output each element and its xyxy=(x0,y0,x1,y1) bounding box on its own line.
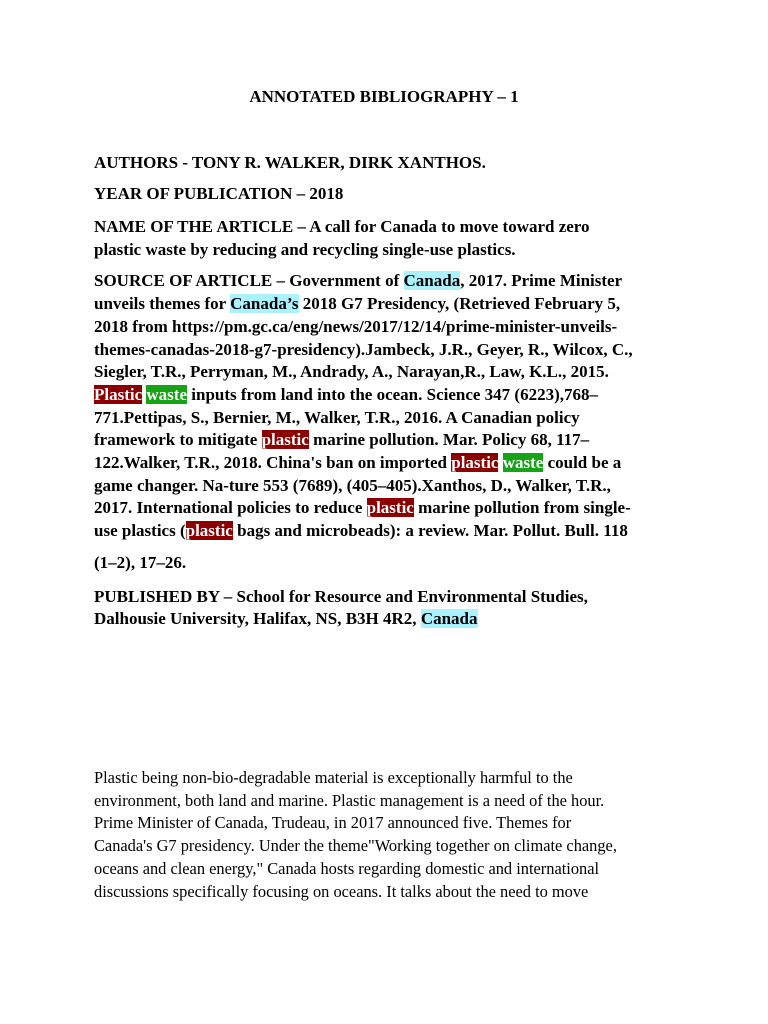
source-text: unveils themes for xyxy=(94,294,231,313)
paragraph-line: oceans and clean energy," Canada hosts regarding domestic and international xyxy=(94,858,600,878)
source-line: 2018 from https://pm.gc.ca/eng/news/2017/12/14/prime-minister-unveils- xyxy=(94,317,618,336)
highlight-plastic: plastic xyxy=(451,453,499,472)
source-line xyxy=(94,429,589,452)
source-text: , 2017. Prime Minister xyxy=(460,271,623,290)
paragraph-line: discussions specifically focusing on oceans. It talks about the need to move xyxy=(94,881,589,901)
source-line xyxy=(94,520,628,543)
source-text: marine pollution from single- xyxy=(413,498,631,517)
page-title: ANNOTATED BIBLIOGRAPHY – 1 xyxy=(249,87,519,106)
source-line xyxy=(94,384,598,407)
article-name-line-1: NAME OF THE ARTICLE – A call for Canada to move toward zero xyxy=(94,217,590,236)
highlight-canada: Canada xyxy=(403,271,461,290)
paragraph-line: Canada's G7 presidency. Under the theme"Working together on climate change, xyxy=(94,836,617,856)
source-text: use plastics ( xyxy=(94,521,186,540)
highlight-plastic: plastic xyxy=(185,521,233,540)
highlight-canada: Canada xyxy=(420,609,478,628)
highlight-plastic: plastic xyxy=(261,430,309,449)
source-text: could be a xyxy=(543,453,622,472)
highlight-plastic: Plastic xyxy=(94,385,143,404)
source-line xyxy=(94,270,622,293)
paragraph-line: Plastic being non-bio-degradable material is exceptionally harmful to the xyxy=(94,768,573,787)
source-text: 122.Walker, T.R., 2018. China's ban on imported xyxy=(94,453,452,472)
source-line: (1–2), 17–26. xyxy=(94,553,187,572)
source-text: marine pollution. Mar. Policy 68, 117– xyxy=(308,430,590,449)
source-text: 2017. International policies to reduce xyxy=(94,498,367,517)
authors-line: AUTHORS - TONY R. WALKER, DIRK XANTHOS. xyxy=(94,153,486,172)
article-name-line-2: plastic waste by reducing and recycling single-use plastics. xyxy=(94,240,516,259)
source-text: framework to mitigate xyxy=(94,430,262,449)
summary-paragraph xyxy=(94,767,684,903)
source-line xyxy=(94,497,631,520)
paragraph-line: Prime Minister of Canada, Trudeau, in 2017 announced five. Themes for xyxy=(94,813,572,833)
published-line-1: PUBLISHED BY – School for Resource and Environmental Studies, xyxy=(94,587,588,606)
source-line xyxy=(94,293,620,316)
source-text: 2018 G7 Presidency, (Retrieved February 5, xyxy=(298,294,621,313)
source-text: bags and microbeads): a review. Mar. Pollut. Bull. 118 xyxy=(232,521,628,540)
paragraph-line: environment, both land and marine. Plastic management is a need of the hour. xyxy=(94,790,605,810)
source-line: 771.Pettipas, S., Bernier, M., Walker, T.R., 2016. A Canadian policy xyxy=(94,408,580,427)
source-line xyxy=(94,452,621,475)
highlight-canada: Canada’s xyxy=(230,294,299,313)
source-line: Siegler, T.R., Perryman, M., Andrady, A., Narayan,R., Law, K.L., 2015. xyxy=(94,362,609,381)
source-text: SOURCE OF ARTICLE – Government of xyxy=(94,271,404,290)
source-line: game changer. Na-ture 553 (7689), (405–405).Xanthos, D., Walker, T.R., xyxy=(94,476,611,495)
published-line-2 xyxy=(94,608,478,631)
source-text: inputs from land into the ocean. Science 347 (6223),768– xyxy=(187,385,599,404)
highlight-waste: waste xyxy=(146,385,188,404)
source-line: themes-canadas-2018-g7-presidency).Jambeck, J.R., Geyer, R., Wilcox, C., xyxy=(94,340,633,359)
year-line: YEAR OF PUBLICATION – 2018 xyxy=(94,184,344,203)
published-text: Dalhousie University, Halifax, NS, B3H 4R2, xyxy=(94,609,421,628)
highlight-waste: waste xyxy=(502,453,544,472)
highlight-plastic: plastic xyxy=(366,498,414,517)
